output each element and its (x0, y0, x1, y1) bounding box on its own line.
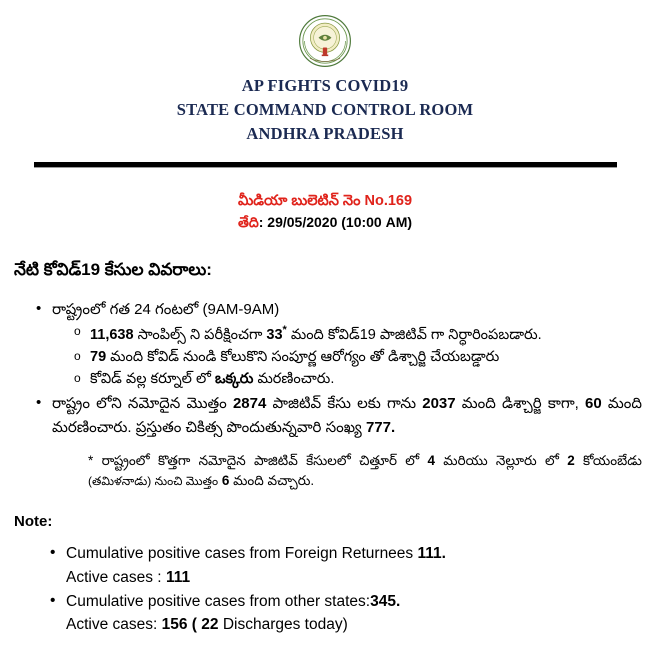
note-other-states-line-1 (66, 590, 650, 613)
title-line-1: AP FIGHTS COVID19 (241, 76, 409, 95)
note-other-states-label: Cumulative positive cases from other states: (66, 592, 371, 610)
death-today-text-pre: కోవిడ్ వల్ల కర్నూల్ లో (90, 370, 211, 387)
header-divider (34, 162, 617, 168)
note-foreign-cumulative-value: 111. (417, 545, 446, 563)
title-line-3: ANDHRA PRADESH (246, 123, 404, 143)
section-heading: నేటి కోవిడ్19 కేసుల వివరాలు: (14, 259, 212, 279)
note-foreign-label: Cumulative positive cases from Foreign Returnees (66, 545, 418, 563)
document-header (0, 0, 650, 168)
bulletin-date-value: : 29/05/2020 (10:00 AM) (258, 214, 413, 231)
bullet-last-24-hours-label: రాష్ట్రంలో గత 24 గంటలో (9AM-9AM) (52, 300, 280, 318)
footnote-text-4: (తమిళనాడు) నుంచి మొత్తం (88, 474, 219, 488)
discharged-today-text: మంది కోవిడ్ నుండి కోలుకొని సంపూర్ణ ఆరోగ్యం తో డిశ్చార్జి చేయబడ్డారు (110, 348, 500, 365)
note-other-states-active-label: Active cases: (66, 616, 162, 633)
under-treatment-count: 777. (365, 418, 396, 436)
chittoor-count: 4 (427, 452, 435, 468)
note-other-states-line-2 (66, 613, 650, 636)
footnote-text-2: మరియు నెల్లూరు లో (443, 452, 559, 468)
footnote-marker-icon: * (282, 324, 287, 337)
note-other-states-discharges-text: Discharges today) (218, 616, 348, 633)
cumulative-text-4: మంది మరణించారు. ప్రస్తుతం చికిత్స పొందుతున్నవారి సంఖ్య (52, 395, 642, 436)
footnote-text-1: రాష్ట్రంలో కొత్తగా నమోదైన పాజిటివ్ కేసులలో చిత్తూర్ లో (101, 452, 420, 468)
footnote-text-5: మంది వచ్చారు. (233, 473, 315, 488)
note-foreign-line-2 (66, 566, 650, 589)
cumulative-text-1: రాష్ట్రం లోని నమోదైన మొత్తం (52, 395, 227, 413)
new-positive-count: 33 (266, 327, 283, 343)
cumulative-text-3: మంది డిశ్చార్జి కాగా, (461, 395, 579, 413)
title-line-2: STATE COMMAND CONTROL ROOM (176, 99, 474, 119)
death-today-text-post: మరణించారు. (257, 370, 335, 387)
bulletin-meta (0, 190, 650, 234)
sub-bullet-list (52, 322, 650, 390)
total-deaths-count: 60 (585, 395, 602, 413)
note-list (0, 542, 650, 636)
discharged-today-count: 79 (90, 348, 107, 365)
main-bullet-list (0, 298, 650, 439)
bullet-cumulative-summary (0, 392, 650, 439)
footnote-total-count: 6 (221, 473, 230, 488)
note-label: Note: (14, 513, 53, 531)
samples-tested-count: 11,638 (90, 327, 134, 343)
sub-bullet-discharged-today (52, 347, 650, 369)
bulletin-date (0, 212, 650, 234)
note-other-states-active-value: 156 ( 22 (161, 616, 219, 633)
bulletin-date-label: తేది (237, 214, 259, 231)
note-other-states-cumulative-value: 345. (370, 592, 401, 610)
cumulative-text-2: పాజిటివ్ కేసు లకు గాను (272, 395, 417, 413)
note-foreign-active-label: Active cases : (66, 568, 166, 586)
footnote-text-3: కోయంబేడు (583, 452, 642, 468)
note-foreign-line-1 (66, 542, 650, 565)
bullet-last-24-hours (0, 298, 650, 390)
note-foreign-active-value: 111 (165, 568, 191, 586)
death-today-count: ఒక్కరు (214, 370, 254, 387)
title-block (0, 74, 650, 146)
bulletin-number: మీడియా బులెటిన్ నెం No.169 (237, 192, 413, 209)
samples-tested-text-1: సాంపిల్స్ ని పరీక్షించగా (137, 327, 263, 343)
footnote-text (88, 451, 650, 492)
sub-bullet-death-today (52, 369, 650, 391)
total-discharged-count: 2037 (422, 395, 456, 413)
andhra-pradesh-state-emblem-icon (298, 14, 352, 68)
total-positive-count: 2874 (232, 395, 267, 413)
nellore-count: 2 (567, 452, 575, 468)
footnote-star-icon: * (88, 452, 94, 468)
note-item-foreign-returnees (0, 542, 650, 589)
note-item-other-states (0, 590, 650, 637)
sub-bullet-samples-tested (52, 322, 650, 347)
samples-tested-text-2: మంది కోవిడ్19 పాజిటివ్ గా నిర్ధారింపబడారు. (290, 327, 542, 343)
